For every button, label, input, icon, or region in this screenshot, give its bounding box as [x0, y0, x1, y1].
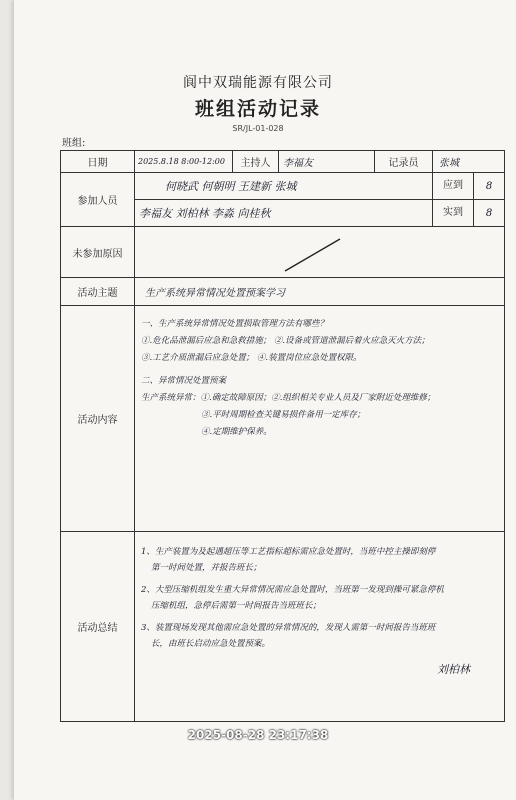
- document-code: SR/JL-01-028: [232, 124, 284, 133]
- date-label: 日期: [61, 151, 135, 173]
- company-name: 阆中双瑞能源有限公司: [183, 75, 333, 91]
- topic-label: 活动主题: [61, 278, 135, 306]
- content-line: 生产系统异常：①.确定故障原因；②.组织相关专业人员及厂家附近处理维修；: [141, 393, 436, 403]
- summary-line: 1、生产装置为及起遇超压等工艺指标超标需应急处置时，当班中控主操即刻停: [141, 547, 436, 557]
- activity-record-table: [60, 150, 505, 722]
- content-value: [135, 306, 505, 532]
- actual-value: 8: [485, 207, 493, 219]
- recorder-label: 记录员: [375, 151, 433, 173]
- strikethrough-mark: [135, 227, 505, 277]
- summary-line: 长，由班长启动应急处置预案。: [151, 639, 271, 649]
- attendees-line-1: 何晓武 何朝明 王建新 张城: [135, 173, 433, 200]
- summary-value: [135, 532, 505, 722]
- date-value: 2025.8.18 8:00-12:00: [135, 151, 233, 173]
- absent-label: 未参加原因: [61, 227, 135, 278]
- content-line: 一、生产系统异常情况处置损取管理方法有哪些？: [141, 319, 329, 329]
- attendees-label: 参加人员: [61, 173, 135, 227]
- content-line: ④.定期维护保养。: [201, 427, 272, 437]
- page-title: 班组活动记录: [194, 98, 321, 120]
- content-line: ③.工艺介质泄漏后应急处置； ④.装置岗位应急处置权限。: [141, 353, 362, 363]
- summary-line: 2、大型压缩机组发生重大异常情况需应急处置时，当班第一发现到操可紧急停机: [141, 585, 444, 595]
- content-label: 活动内容: [61, 306, 135, 532]
- actual-cell: [433, 200, 505, 227]
- expected-cell: [433, 173, 505, 200]
- content-line: 二、异常情况处置预案: [141, 376, 227, 386]
- absent-value: [135, 227, 505, 278]
- content-line: ①.危化品泄漏后应急和急救措施； ②.设备或管道泄漏后着火应急灭火方法；: [141, 336, 430, 346]
- content-line: ③.平时周期检查关键易损件备用一定库存；: [201, 410, 366, 420]
- summary-signature: 刘柏林: [437, 663, 470, 676]
- summary-label: 活动总结: [61, 532, 135, 722]
- expected-label: 应到: [433, 173, 474, 199]
- topic-value: 生产系统异常情况处置预案学习: [135, 278, 505, 306]
- timestamp-watermark: 2025-08-28 23:17:38: [187, 728, 329, 742]
- group-label: 班组:: [62, 138, 86, 149]
- summary-line: 第一时间处置，并报告班长；: [151, 563, 262, 573]
- host-value: 李福友: [279, 151, 375, 173]
- attendees-line-2: 李福友 刘柏林 李淼 向桂秋: [135, 200, 433, 227]
- recorder-value: 张城: [433, 151, 505, 173]
- summary-line: 压缩机组，急停后需第一时间报告当班班长；: [151, 601, 322, 611]
- actual-label: 实到: [433, 200, 474, 226]
- host-label: 主持人: [233, 151, 279, 173]
- summary-line: 3、装置现场发现其他需应急处置的异常情况的，发现人需第一时间报告当班班: [141, 623, 436, 633]
- expected-value: 8: [485, 180, 493, 192]
